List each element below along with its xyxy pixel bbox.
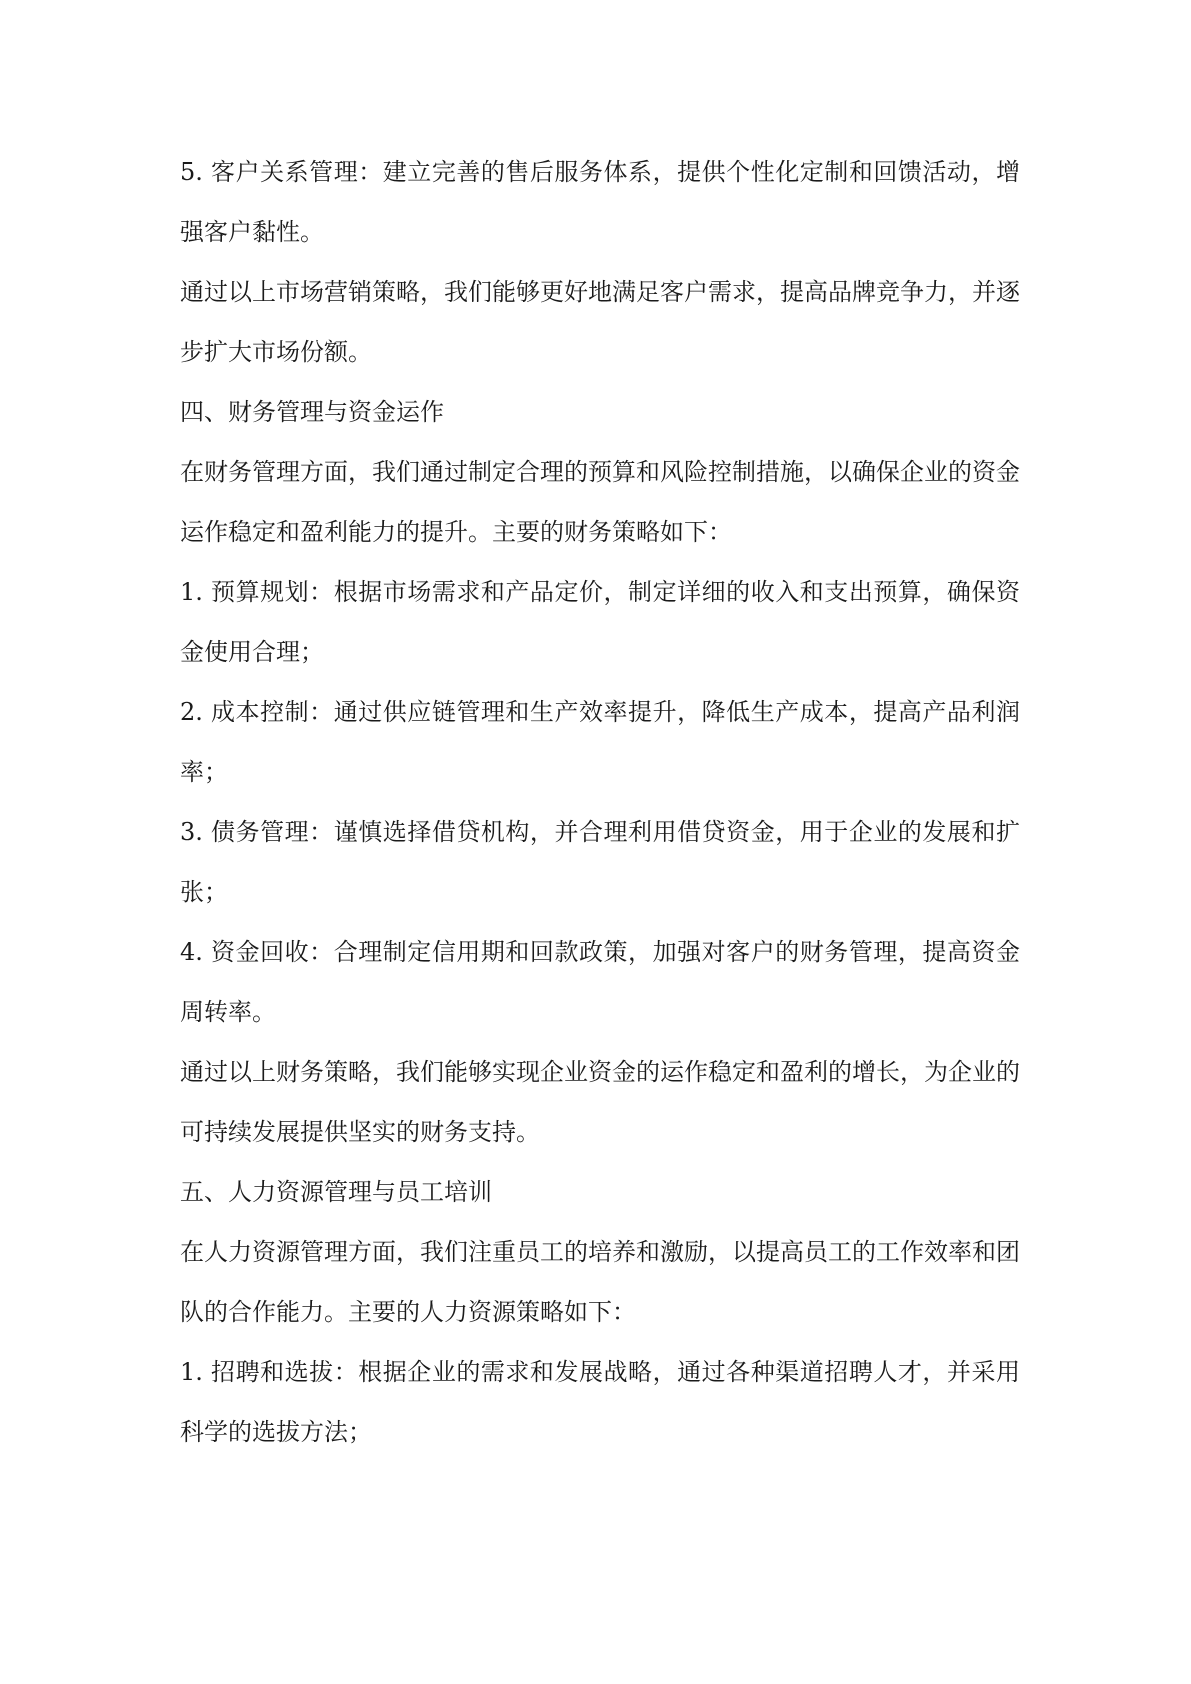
list-item-budget-planning: 1. 预算规划：根据市场需求和产品定价，制定详细的收入和支出预算，确保资金使用合理；	[180, 578, 1020, 666]
document-body	[180, 142, 1020, 1462]
paragraph-finance-summary: 通过以上财务策略，我们能够实现企业资金的运作稳定和盈利的增长，为企业的可持续发展提供坚实的财务支持。	[180, 1058, 1020, 1146]
list-item-fund-recovery: 4. 资金回收：合理制定信用期和回款政策，加强对客户的财务管理，提高资金周转率。	[180, 938, 1020, 1026]
paragraph-finance-intro: 在财务管理方面，我们通过制定合理的预算和风险控制措施，以确保企业的资金运作稳定和盈利能力的提升。主要的财务策略如下：	[180, 458, 1020, 546]
list-item-recruitment: 1. 招聘和选拔：根据企业的需求和发展战略，通过各种渠道招聘人才，并采用科学的选拔方法；	[180, 1358, 1020, 1446]
section-heading-hr: 五、人力资源管理与员工培训	[180, 1178, 492, 1206]
list-item-debt-management: 3. 债务管理：谨慎选择借贷机构，并合理利用借贷资金，用于企业的发展和扩张；	[180, 818, 1020, 906]
list-item-cost-control: 2. 成本控制：通过供应链管理和生产效率提升，降低生产成本，提高产品利润率；	[180, 698, 1020, 786]
section-heading-finance: 四、财务管理与资金运作	[180, 398, 444, 426]
paragraph-customer-relationship: 5. 客户关系管理：建立完善的售后服务体系，提供个性化定制和回馈活动，增强客户黏性。	[180, 158, 1020, 246]
paragraph-marketing-summary: 通过以上市场营销策略，我们能够更好地满足客户需求，提高品牌竞争力，并逐步扩大市场份额。	[180, 278, 1020, 366]
paragraph-hr-intro: 在人力资源管理方面，我们注重员工的培养和激励，以提高员工的工作效率和团队的合作能力。主要的人力资源策略如下：	[180, 1238, 1020, 1326]
